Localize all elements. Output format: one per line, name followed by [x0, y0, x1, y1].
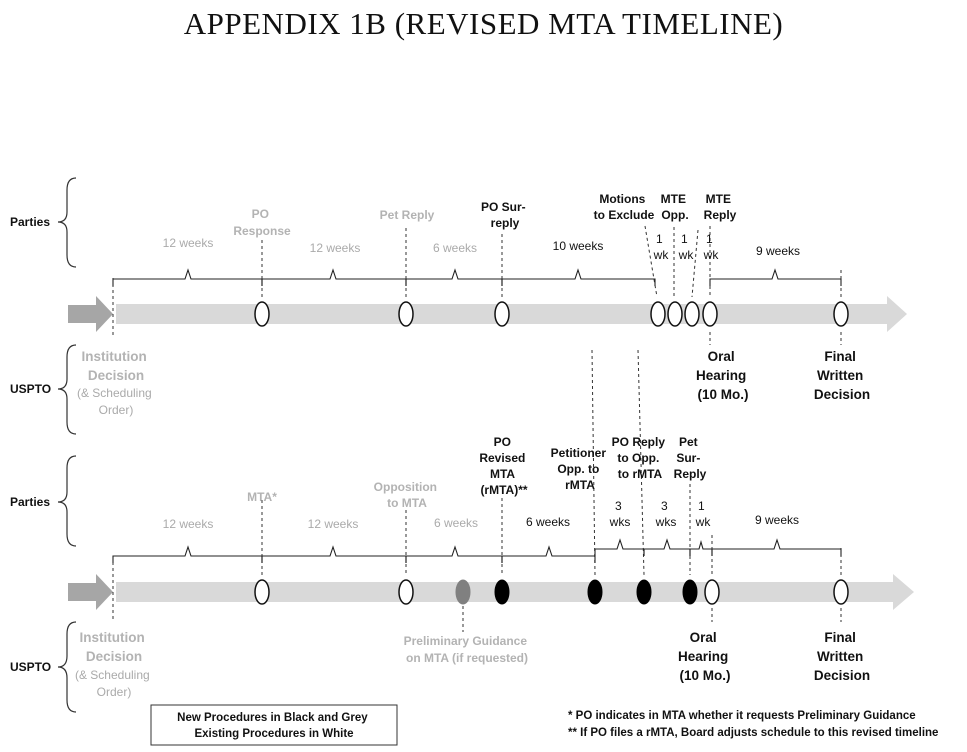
- event-po-revised-mta: [495, 580, 509, 604]
- label-preliminary-guidance: Preliminary Guidance on MTA (if requested): [403, 634, 528, 665]
- event-preliminary-guidance: [456, 580, 470, 604]
- uspto-brace-top: [58, 345, 76, 434]
- side-label-uspto-bottom: USPTO: [10, 660, 52, 674]
- label-petitioner-opp: Petitioner Opp. to rMTA: [550, 446, 606, 492]
- duration-6-weeks-a: 6 weeks: [433, 516, 479, 530]
- label-mta: MTA*: [247, 490, 277, 504]
- legend: [151, 705, 397, 745]
- duration-1-wk: 1 wk: [695, 499, 711, 529]
- event-pet-surreply: [683, 580, 697, 604]
- label-oral-hearing: Oral Hearing (10 Mo.): [677, 630, 731, 683]
- label-institution-decision: Institution Decision: [81, 349, 147, 383]
- event-po-reply: [637, 580, 651, 604]
- label-scheduling-order: (& Scheduling Order): [74, 668, 150, 699]
- label-opposition-to-mta: Opposition to MTA: [373, 480, 437, 510]
- event-oral-hearing: [703, 302, 717, 326]
- label-mte-reply: MTE Reply: [703, 192, 737, 222]
- event-motions-to-exclude: [651, 302, 665, 326]
- event-opposition-to-mta: [399, 580, 413, 604]
- event-po-surreply: [495, 302, 509, 326]
- label-final-written-decision: Final Written Decision: [813, 630, 871, 683]
- label-final-written-decision: Final Written Decision: [813, 349, 871, 402]
- label-scheduling-order: (& Scheduling Order): [76, 386, 152, 417]
- duration-12-weeks-a: 12 weeks: [162, 236, 214, 250]
- event-oral-hearing: [705, 580, 719, 604]
- duration-braces: [113, 540, 841, 563]
- label-po-revised-mta: PO Revised MTA (rMTA)**: [479, 435, 528, 497]
- label-institution-decision: Institution Decision: [79, 630, 145, 664]
- side-label-parties-top: Parties: [10, 215, 51, 229]
- legend-text: New Procedures in Black and Grey Existing Procedures in White: [177, 712, 368, 740]
- duration-6-weeks: 6 weeks: [432, 241, 478, 255]
- event-po-response: [255, 302, 269, 326]
- event-final-decision: [834, 580, 848, 604]
- duration-9-weeks: 9 weeks: [755, 244, 801, 258]
- duration-12-weeks-b: 12 weeks: [309, 241, 361, 255]
- duration-1-wk-a: 1 wk: [653, 232, 669, 262]
- parties-brace-top: [58, 178, 76, 267]
- parties-brace-bottom: [58, 456, 76, 546]
- duration-12-weeks-b: 12 weeks: [307, 517, 359, 531]
- timeline-bar: [116, 296, 907, 332]
- duration-3-wks-b: 3 wks: [655, 499, 677, 529]
- label-mte-opp: MTE Opp.: [660, 192, 689, 222]
- label-po-response: PO Response: [233, 207, 291, 238]
- label-pet-surreply: Pet Sur- Reply: [673, 435, 707, 481]
- duration-1-wk-c: 1 wk: [703, 232, 719, 262]
- footnote-2: ** If PO files a rMTA, Board adjusts schedule to this revised timeline: [568, 727, 939, 739]
- event-mta: [255, 580, 269, 604]
- side-label-parties-bottom: Parties: [10, 495, 51, 509]
- event-petitioner-opp: [588, 580, 602, 604]
- label-pet-reply: Pet Reply: [379, 208, 435, 222]
- timeline-start-arrow: [68, 574, 113, 610]
- duration-3-wks-a: 3 wks: [609, 499, 631, 529]
- duration-9-weeks: 9 weeks: [754, 513, 800, 527]
- side-label-uspto-top: USPTO: [10, 382, 52, 396]
- timeline-bottom: [68, 350, 914, 699]
- page-title: APPENDIX 1B (REVISED MTA TIMELINE): [183, 6, 784, 41]
- duration-braces: [113, 270, 841, 286]
- timeline-top: [68, 192, 907, 417]
- label-po-surreply: PO Sur- reply: [480, 200, 526, 230]
- duration-10-weeks: 10 weeks: [552, 239, 604, 253]
- event-mte-opp: [668, 302, 682, 326]
- event-pet-reply: [399, 302, 413, 326]
- event-final-decision: [834, 302, 848, 326]
- duration-1-wk-b: 1 wk: [678, 232, 694, 262]
- label-oral-hearing: Oral Hearing (10 Mo.): [695, 349, 749, 402]
- label-motions-to-exclude: Motions to Exclude: [593, 192, 655, 222]
- timeline-start-arrow: [68, 296, 113, 332]
- event-mte-reply: [685, 302, 699, 326]
- footnote-1: * PO indicates in MTA whether it requests Preliminary Guidance: [568, 710, 916, 722]
- label-po-reply: PO Reply to Opp. to rMTA: [611, 435, 666, 481]
- timeline-bar: [116, 574, 914, 610]
- duration-12-weeks-a: 12 weeks: [162, 517, 214, 531]
- uspto-brace-bottom: [58, 622, 76, 712]
- duration-6-weeks-b: 6 weeks: [525, 515, 571, 529]
